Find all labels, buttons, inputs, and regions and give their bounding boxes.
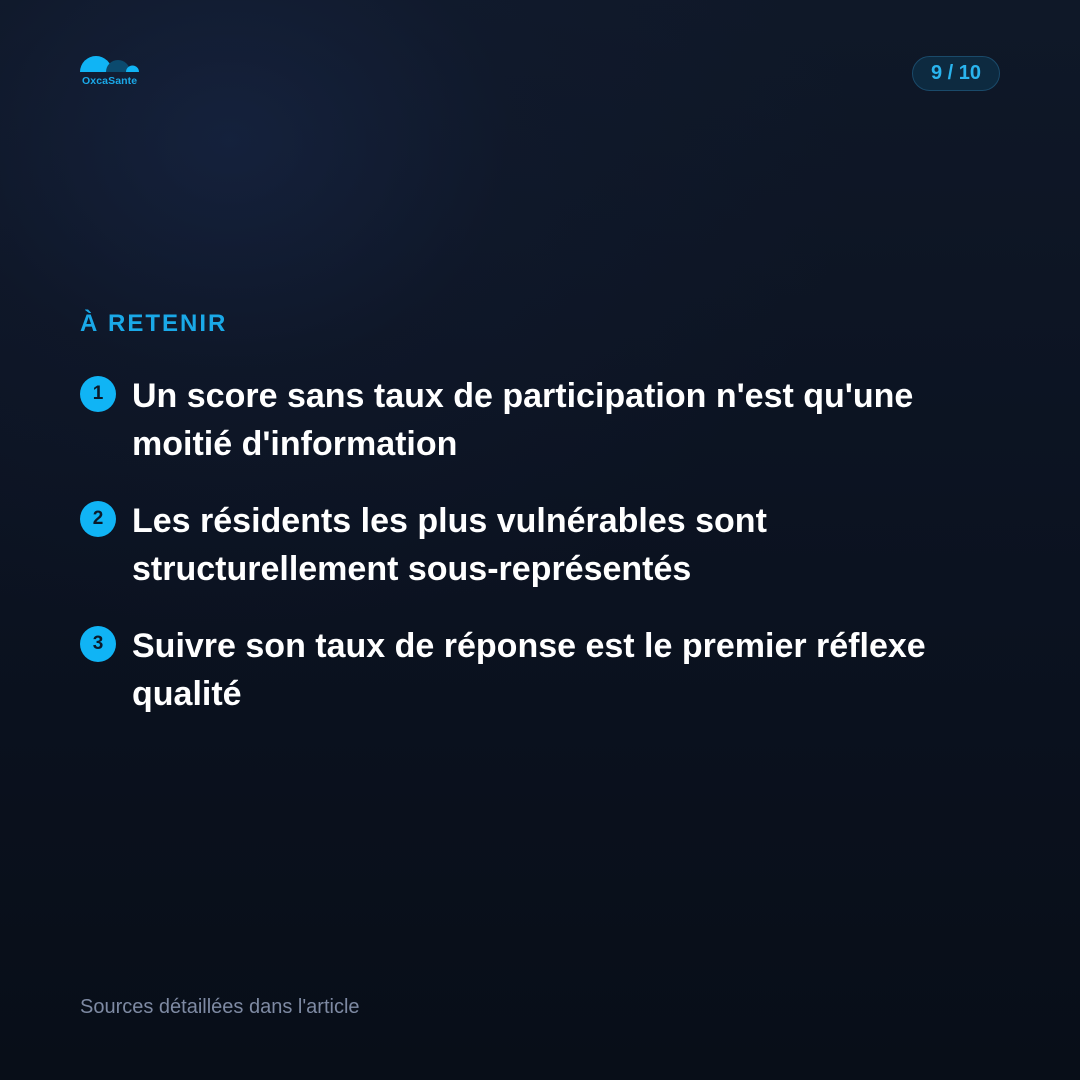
list-item bbox=[80, 497, 960, 593]
section-title: À RETENIR bbox=[80, 310, 228, 337]
list-item bbox=[80, 622, 960, 718]
number-badge: 1 bbox=[80, 376, 116, 412]
takeaway-text: Un score sans taux de participation n'est qu'une moitié d'information bbox=[132, 377, 914, 463]
takeaway-text: Suivre son taux de réponse est le premier réflexe qualité bbox=[132, 627, 926, 713]
page-indicator: 9 / 10 bbox=[912, 56, 1000, 91]
brand-logo bbox=[80, 54, 144, 90]
brand-name: OxcaSante bbox=[82, 75, 138, 87]
number-badge: 3 bbox=[80, 626, 116, 662]
number-badge: 2 bbox=[80, 501, 116, 537]
takeaways-list bbox=[80, 372, 960, 747]
sources-note: Sources détaillées dans l'article bbox=[80, 996, 360, 1018]
logo-mark-icon bbox=[80, 54, 144, 74]
takeaway-text: Les résidents les plus vulnérables sont structurellement sous-représentés bbox=[132, 502, 767, 588]
list-item bbox=[80, 372, 960, 468]
